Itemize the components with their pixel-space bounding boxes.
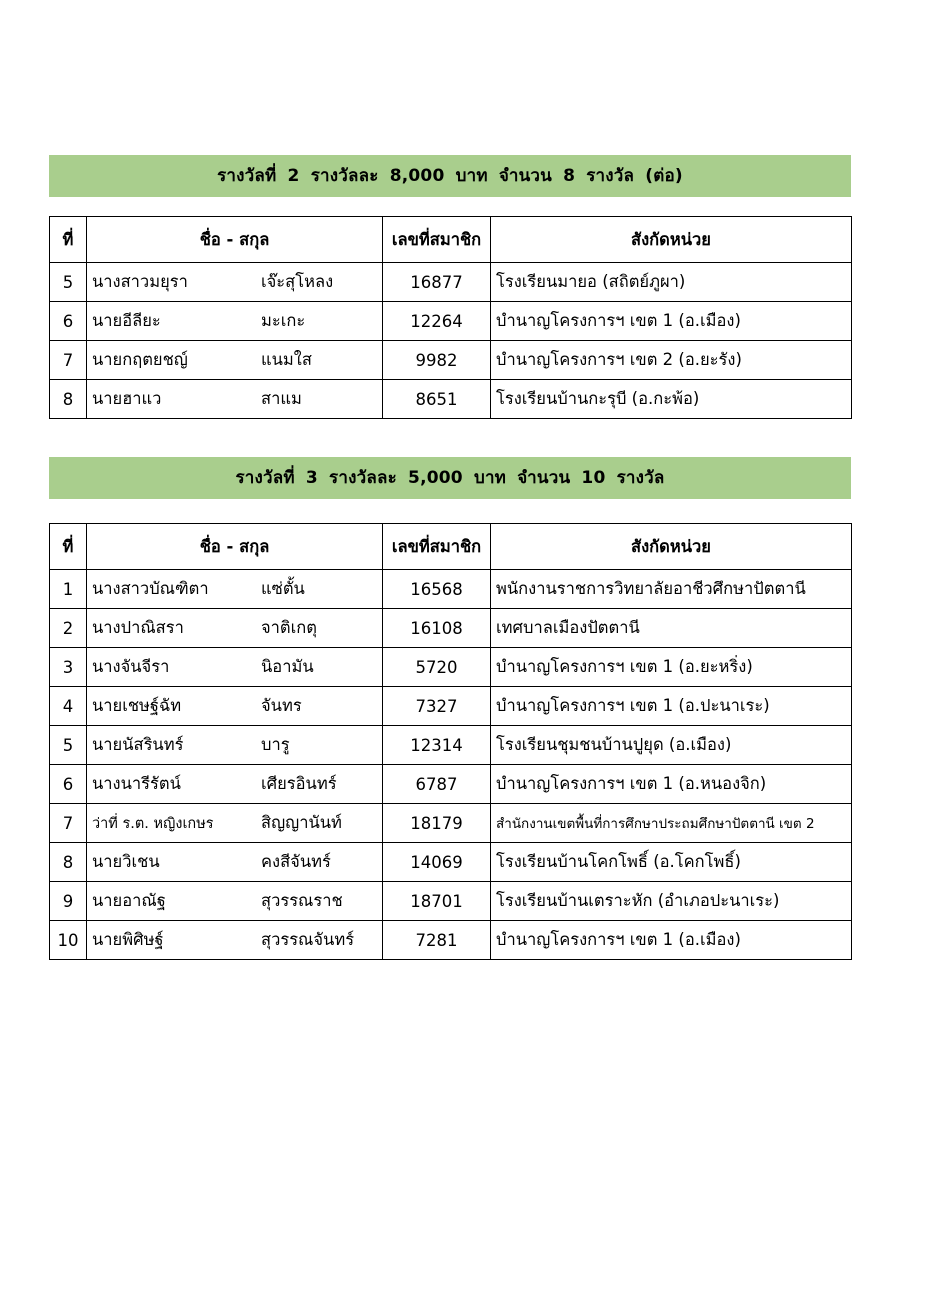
cell-name — [87, 882, 383, 921]
cell-unit: พนักงานราชการวิทยาลัยอาชีวศึกษาปัตตานี — [491, 570, 852, 609]
cell-unit: เทศบาลเมืองปัตตานี — [491, 609, 852, 648]
name-wrapper — [87, 308, 382, 334]
cell-name — [87, 609, 383, 648]
name-wrapper — [87, 810, 382, 836]
cell-member-no: 16568 — [383, 570, 491, 609]
cell-no: 3 — [50, 648, 87, 687]
table-row — [50, 882, 852, 921]
surname: สุวรรณราช — [261, 891, 343, 910]
cell-no: 7 — [50, 341, 87, 380]
table-row — [50, 302, 852, 341]
cell-name — [87, 921, 383, 960]
given-name: นายวิเชน — [92, 852, 160, 871]
cell-unit: โรงเรียนมายอ (สถิตย์ภูผา) — [491, 263, 852, 302]
cell-unit: บำนาญโครงการฯ เขต 1 (อ.หนองจิก) — [491, 765, 852, 804]
cell-no: 8 — [50, 843, 87, 882]
cell-unit: บำนาญโครงการฯ เขต 1 (อ.ปะนาเระ) — [491, 687, 852, 726]
given-name: นางปาณิสรา — [92, 618, 184, 637]
column-header-member-no: เลขที่สมาชิก — [383, 524, 491, 570]
cell-no: 6 — [50, 302, 87, 341]
cell-unit: บำนาญโครงการฯ เขต 1 (อ.เมือง) — [491, 921, 852, 960]
column-header-no: ที่ — [50, 217, 87, 263]
given-name: นายกฤตยชญ์ — [92, 350, 188, 369]
surname: เศียรอินทร์ — [261, 774, 337, 793]
cell-name — [87, 804, 383, 843]
cell-unit: บำนาญโครงการฯ เขต 2 (อ.ยะรัง) — [491, 341, 852, 380]
column-header-name: ชื่อ - สกุล — [87, 524, 383, 570]
section-banner-prize-2 — [49, 155, 851, 197]
cell-name — [87, 648, 383, 687]
surname: สาแม — [261, 389, 302, 408]
table-row — [50, 341, 852, 380]
given-name: นายอาณัฐ — [92, 891, 166, 910]
cell-no: 6 — [50, 765, 87, 804]
table-row — [50, 263, 852, 302]
name-wrapper — [87, 849, 382, 875]
cell-unit: โรงเรียนชุมชนบ้านปูยุด (อ.เมือง) — [491, 726, 852, 765]
cell-no: 7 — [50, 804, 87, 843]
name-wrapper — [87, 386, 382, 412]
cell-no: 4 — [50, 687, 87, 726]
given-name: ว่าที่ ร.ต. หญิงเกษร — [92, 815, 214, 832]
cell-name — [87, 765, 383, 804]
cell-no: 8 — [50, 380, 87, 419]
cell-member-no: 14069 — [383, 843, 491, 882]
surname: สิญญานันท์ — [261, 813, 342, 832]
cell-member-no: 18179 — [383, 804, 491, 843]
cell-no: 5 — [50, 726, 87, 765]
cell-name — [87, 380, 383, 419]
given-name: นางสาวบัณฑิตา — [92, 579, 209, 598]
prize-table-2-body — [50, 263, 852, 419]
table-row — [50, 380, 852, 419]
surname: เจ๊ะสุโหลง — [261, 272, 334, 291]
table-header-row — [50, 217, 852, 263]
table-row — [50, 921, 852, 960]
name-wrapper — [87, 732, 382, 758]
name-wrapper — [87, 927, 382, 953]
surname: จันทร — [261, 696, 302, 715]
name-wrapper — [87, 615, 382, 641]
cell-unit: โรงเรียนบ้านเตราะหัก (อำเภอปะนาเระ) — [491, 882, 852, 921]
prize-table-3-body — [50, 570, 852, 960]
name-wrapper — [87, 576, 382, 602]
given-name: นายฮาแว — [92, 389, 162, 408]
cell-name — [87, 302, 383, 341]
cell-unit: บำนาญโครงการฯ เขต 1 (อ.ยะหริ่ง) — [491, 648, 852, 687]
cell-member-no: 16877 — [383, 263, 491, 302]
cell-no: 1 — [50, 570, 87, 609]
cell-member-no: 7281 — [383, 921, 491, 960]
given-name: นายอีลียะ — [92, 311, 161, 330]
cell-name — [87, 341, 383, 380]
name-wrapper — [87, 888, 382, 914]
column-header-member-no: เลขที่สมาชิก — [383, 217, 491, 263]
column-header-unit: สังกัดหน่วย — [491, 217, 852, 263]
cell-name — [87, 687, 383, 726]
surname: สุวรรณจันทร์ — [261, 930, 355, 949]
prize-table-2 — [49, 216, 852, 419]
cell-member-no: 12314 — [383, 726, 491, 765]
surname: แซ่ตั้น — [261, 579, 305, 598]
given-name: นางนารีรัตน์ — [92, 774, 181, 793]
name-wrapper — [87, 347, 382, 373]
surname: มะเกะ — [261, 311, 306, 330]
cell-unit: โรงเรียนบ้านโคกโพธิ์ (อ.โคกโพธิ์) — [491, 843, 852, 882]
table-header-row — [50, 524, 852, 570]
cell-unit: บำนาญโครงการฯ เขต 1 (อ.เมือง) — [491, 302, 852, 341]
column-header-no: ที่ — [50, 524, 87, 570]
cell-member-no: 5720 — [383, 648, 491, 687]
column-header-name: ชื่อ - สกุล — [87, 217, 383, 263]
cell-member-no: 16108 — [383, 609, 491, 648]
cell-name — [87, 263, 383, 302]
table-row — [50, 765, 852, 804]
column-header-unit: สังกัดหน่วย — [491, 524, 852, 570]
cell-unit: โรงเรียนบ้านกะรุบี (อ.กะพ้อ) — [491, 380, 852, 419]
cell-member-no: 9982 — [383, 341, 491, 380]
cell-member-no: 6787 — [383, 765, 491, 804]
surname: คงสีจันทร์ — [261, 852, 331, 871]
cell-no: 5 — [50, 263, 87, 302]
name-wrapper — [87, 654, 382, 680]
cell-member-no: 8651 — [383, 380, 491, 419]
cell-no: 9 — [50, 882, 87, 921]
cell-name — [87, 726, 383, 765]
name-wrapper — [87, 771, 382, 797]
surname: นิอามัน — [261, 657, 314, 676]
cell-name — [87, 843, 383, 882]
table-row — [50, 843, 852, 882]
cell-no: 10 — [50, 921, 87, 960]
given-name: นางสาวมยุรา — [92, 272, 188, 291]
cell-no: 2 — [50, 609, 87, 648]
given-name: นางจันจีรา — [92, 657, 170, 676]
name-wrapper — [87, 693, 382, 719]
cell-unit: สำนักงานเขตพื้นที่การศึกษาประถมศึกษาปัตตานี เขต 2 — [491, 804, 852, 843]
given-name: นายเชษฐ์ฉัท — [92, 696, 182, 715]
table-row — [50, 726, 852, 765]
name-wrapper — [87, 269, 382, 295]
table-row — [50, 687, 852, 726]
given-name: นายนัสรินทร์ — [92, 735, 184, 754]
surname: จาติเกตุ — [261, 618, 317, 637]
given-name: นายพิศิษฐ์ — [92, 930, 164, 949]
table-row — [50, 804, 852, 843]
section-banner-title: รางวัลที่ 3 รางวัลละ 5,000 บาท จำนวน 10 รางวัล — [235, 467, 665, 488]
cell-member-no: 12264 — [383, 302, 491, 341]
surname: บารู — [261, 735, 290, 754]
section-banner-title: รางวัลที่ 2 รางวัลละ 8,000 บาท จำนวน 8 รางวัล (ต่อ) — [217, 165, 683, 186]
cell-name — [87, 570, 383, 609]
surname: แนมใส — [261, 350, 312, 369]
table-row — [50, 570, 852, 609]
section-banner-prize-3 — [49, 457, 851, 499]
prize-table-3 — [49, 523, 852, 960]
table-row — [50, 609, 852, 648]
cell-member-no: 7327 — [383, 687, 491, 726]
table-row — [50, 648, 852, 687]
cell-member-no: 18701 — [383, 882, 491, 921]
